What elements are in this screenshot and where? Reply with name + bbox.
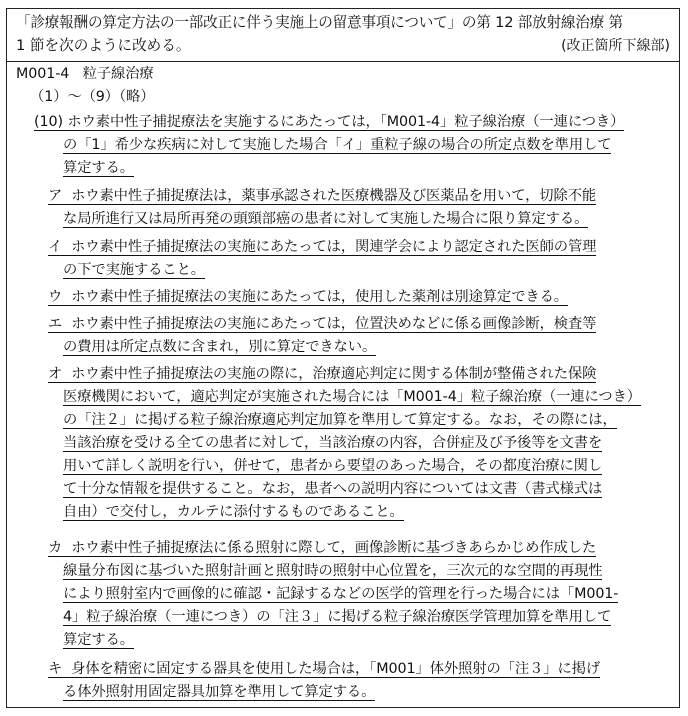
subitem-e-line-2: の費用は所定点数に含まれ，別に算定できない。 [63,339,377,355]
subitem-ki-marker: キ [48,661,63,677]
section-heading [16,63,154,85]
subitem-o-line-5: 用いて詳しく説明を行い，併せて，患者から要望のあった場合，その都度治療に関し [63,458,603,474]
subitem-o-marker: オ [48,366,63,382]
subitem-o-line-1: オ ホウ素中性子捕捉療法の実施の際に，治療適応判定に関する体制が整備された保険 [48,366,597,382]
subitem-a-line-2: な局所進行又は局所再発の頭頸部癌の患者に対して実施した場合に限り算定する。 [63,211,589,227]
subitem-e-line-1: エ ホウ素中性子捕捉療法の実施にあたっては，位置決めなどに係る画像診断，検査等 [48,316,597,332]
item-10-line-2: の「1」希少な疾病に対して実施した場合「イ」重粒子線の場合の所定点数を準用して [63,137,612,153]
subitem-ka-line-5: 算定する。 [63,632,134,648]
subitem-i-line-2: の下で実施すること。 [63,262,205,278]
subitem-i-marker: イ [48,239,63,255]
subitem-o-line-6: て十分な情報を提供すること。なお，患者への説明内容については文書（書式様式は [63,481,603,497]
subitem-ka-line-1: カ ホウ素中性子捕捉療法に係る照射に際して，画像診断に基づきあらかじめ作成した [48,540,597,556]
subitem-ka-marker: カ [48,540,63,556]
omitted-items: （1）～（9）（略） [30,89,155,105]
subitem-ka-line-3: により照射室内で画像的に確認・記録するなどの医学的管理を行った場合には「M001- [63,586,619,602]
subitem-o-line-2: 医療機関において，適応判定が実施された場合には「M001-4」粒子線治療（一連につき） [63,389,641,405]
item-10-line-3: 算定する。 [63,160,134,176]
section-code: M001-4 [16,66,70,82]
subitem-o-line-3: の「注２」に掲げる粒子線治療適応判定加算を準用して算定する。なお，その際には， [63,412,617,428]
subitem-o-line-7: 自由）で交付し，カルテに添付するものであること。 [63,504,404,520]
section-title: 粒子線治療 [82,66,154,82]
subitem-ka-line-4: 4」粒子線治療（一連につき）の「注３」に掲げる粒子線治療医学管理加算を準用して [63,609,612,625]
subitem-u-line-1: ウ ホウ素中性子捕捉療法の実施にあたっては，使用した薬剤は別途算定できる。 [48,289,568,305]
item-10-line-1: (10) ホウ素中性子捕捉療法を実施するにあたっては，「M001-4」粒子線治療（一連につき） [34,114,625,130]
subitem-ka-line-2: 線量分布図に基づいた照射計画と照射時の照射中心位置を，三次元的な空間的再現性 [63,563,603,579]
header-line-1: 「診療報酬の算定方法の一部改正に伴う実施上の留意事項について」の第 12 部放射線治療 第 [16,14,623,31]
subitem-a-marker: ア [48,188,63,204]
subitem-o-line-4: 当該治療を受ける全ての患者に対して，当該治療の内容，合併症及び予後等を文書を [63,435,603,451]
subitem-e-marker: エ [48,316,63,332]
subitem-a-line-1: ア ホウ素中性子捕捉療法は，薬事承認された医療機器及び医薬品を用いて，切除不能 [48,188,597,204]
revision-note: (改正箇所下線部) [561,38,670,54]
subitem-i-line-1: イ ホウ素中性子捕捉療法の実施にあたっては，関連学会により認定された医師の管理 [48,239,597,255]
header-line-2: 1 節を次のように改める。 [16,37,191,54]
header-box [7,9,679,62]
subitem-ki-line-2: る体外照射用固定器具加算を準用して算定する。 [63,684,376,700]
subitem-ki-line-1: キ 身体を精密に固定する器具を使用した場合は，「M001」体外照射の「注３」に掲げ [48,661,601,677]
subitem-u-marker: ウ [48,289,63,305]
